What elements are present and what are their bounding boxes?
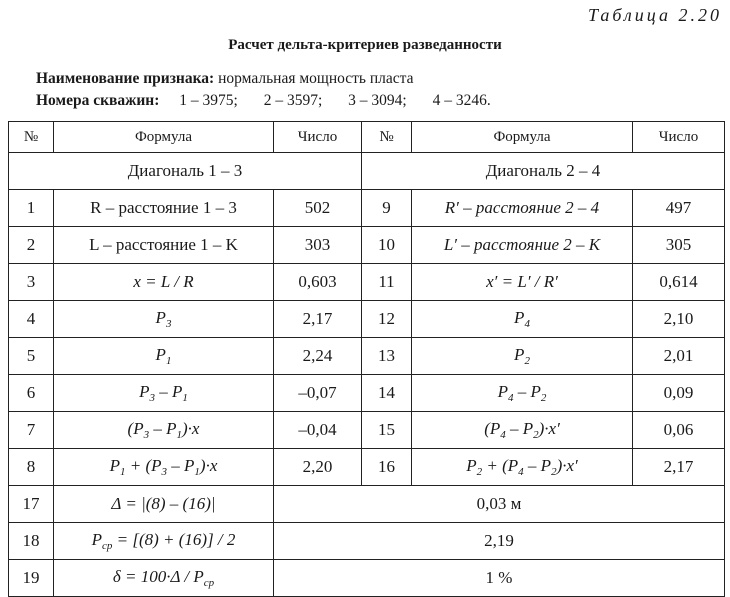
diagonal-left-label: Диагональ 1 – 3 (9, 153, 362, 190)
value-cell: 0,603 (274, 264, 362, 301)
result-cell: 0,03 м (274, 486, 725, 523)
row-number: 13 (362, 338, 412, 375)
value-cell: 0,614 (633, 264, 725, 301)
table-row (9, 264, 725, 301)
result-cell: 2,19 (274, 523, 725, 560)
row-number: 9 (362, 190, 412, 227)
col-header-num: № (362, 122, 412, 153)
formula-cell: $(P_3 - P_1)\cdot x$ (54, 412, 274, 449)
table-row (9, 338, 725, 375)
table-row (9, 449, 725, 486)
row-number: 14 (362, 375, 412, 412)
value-cell: 303 (274, 227, 362, 264)
row-number: 12 (362, 301, 412, 338)
formula-cell: $(P_4 - P_2)\cdot x'$ (412, 412, 633, 449)
formula-cell: $P_3$ (54, 301, 274, 338)
row-number: 10 (362, 227, 412, 264)
table-row (9, 190, 725, 227)
well-item: 4 – 3246. (432, 92, 491, 109)
formula-cell: L – расстояние 1 – K (54, 227, 274, 264)
formula-cell: x′ = L′ / R′ (412, 264, 633, 301)
value-cell: –0,04 (274, 412, 362, 449)
formula-cell: x = L / R (54, 264, 274, 301)
row-number: 16 (362, 449, 412, 486)
formula-cell: $P_4 - P_2$ (412, 375, 633, 412)
summary-row (9, 486, 725, 523)
formula-cell: $P_2$ (412, 338, 633, 375)
well-item: 2 – 3597; (263, 92, 323, 109)
value-cell: 2,17 (633, 449, 725, 486)
summary-row (9, 560, 725, 597)
table-title: Расчет дельта-критериев разведанности (228, 37, 502, 53)
row-number: 4 (9, 301, 54, 338)
header-row (9, 122, 725, 153)
row-number: 7 (9, 412, 54, 449)
formula-cell: $P_1 + (P_3 - P_1)\cdot x$ (54, 449, 274, 486)
row-number: 19 (9, 560, 54, 597)
row-number: 6 (9, 375, 54, 412)
wells-label: Номера скважин: (36, 92, 160, 109)
feature-label: Наименование признака: (36, 70, 215, 87)
row-number: 11 (362, 264, 412, 301)
table-row (9, 301, 725, 338)
well-item: 3 – 3094; (348, 92, 407, 109)
diagonal-row (9, 153, 725, 190)
value-cell: 2,24 (274, 338, 362, 375)
formula-cell: R – расстояние 1 – 3 (54, 190, 274, 227)
row-number: 15 (362, 412, 412, 449)
table-row (9, 375, 725, 412)
value-cell: –0,07 (274, 375, 362, 412)
col-header-value: Число (274, 122, 362, 153)
feature-line (36, 70, 414, 88)
formula-cell: L′ – расстояние 2 – K (412, 227, 633, 264)
col-header-value: Число (633, 122, 725, 153)
formula-cell: $\delta = 100\cdot\Delta / P_{ср}$ (54, 560, 274, 597)
col-header-formula: Формула (412, 122, 633, 153)
value-cell: 0,06 (633, 412, 725, 449)
row-number: 3 (9, 264, 54, 301)
table-number: Таблица 2.20 (587, 5, 722, 25)
value-cell: 305 (633, 227, 725, 264)
row-number: 1 (9, 190, 54, 227)
col-header-formula: Формула (54, 122, 274, 153)
value-cell: 2,20 (274, 449, 362, 486)
formula-cell: $P_2 + (P_4 - P_2)\cdot x'$ (412, 449, 633, 486)
value-cell: 502 (274, 190, 362, 227)
value-cell: 2,01 (633, 338, 725, 375)
value-cell: 2,17 (274, 301, 362, 338)
value-cell: 2,10 (633, 301, 725, 338)
value-cell: 0,09 (633, 375, 725, 412)
value-cell: 497 (633, 190, 725, 227)
well-item: 1 – 3975; (179, 92, 238, 109)
formula-cell: R′ – расстояние 2 – 4 (412, 190, 633, 227)
result-cell: 1 % (274, 560, 725, 597)
row-number: 2 (9, 227, 54, 264)
table-row (9, 227, 725, 264)
wells-line (36, 92, 513, 110)
formula-cell: Δ = |(8) – (16)| (54, 486, 274, 523)
row-number: 5 (9, 338, 54, 375)
feature-value: нормальная мощность пласта (218, 70, 414, 87)
row-number: 18 (9, 523, 54, 560)
formula-cell: $P_3 - P_1$ (54, 375, 274, 412)
formula-cell: $P_4$ (412, 301, 633, 338)
table-row (9, 412, 725, 449)
formula-cell: $P_{ср} = [(8) + (16)] / 2$ (54, 523, 274, 560)
row-number: 17 (9, 486, 54, 523)
col-header-num: № (9, 122, 54, 153)
diagonal-right-label: Диагональ 2 – 4 (362, 153, 725, 190)
calc-table (8, 121, 725, 597)
row-number: 8 (9, 449, 54, 486)
summary-row (9, 523, 725, 560)
formula-cell: $P_1$ (54, 338, 274, 375)
